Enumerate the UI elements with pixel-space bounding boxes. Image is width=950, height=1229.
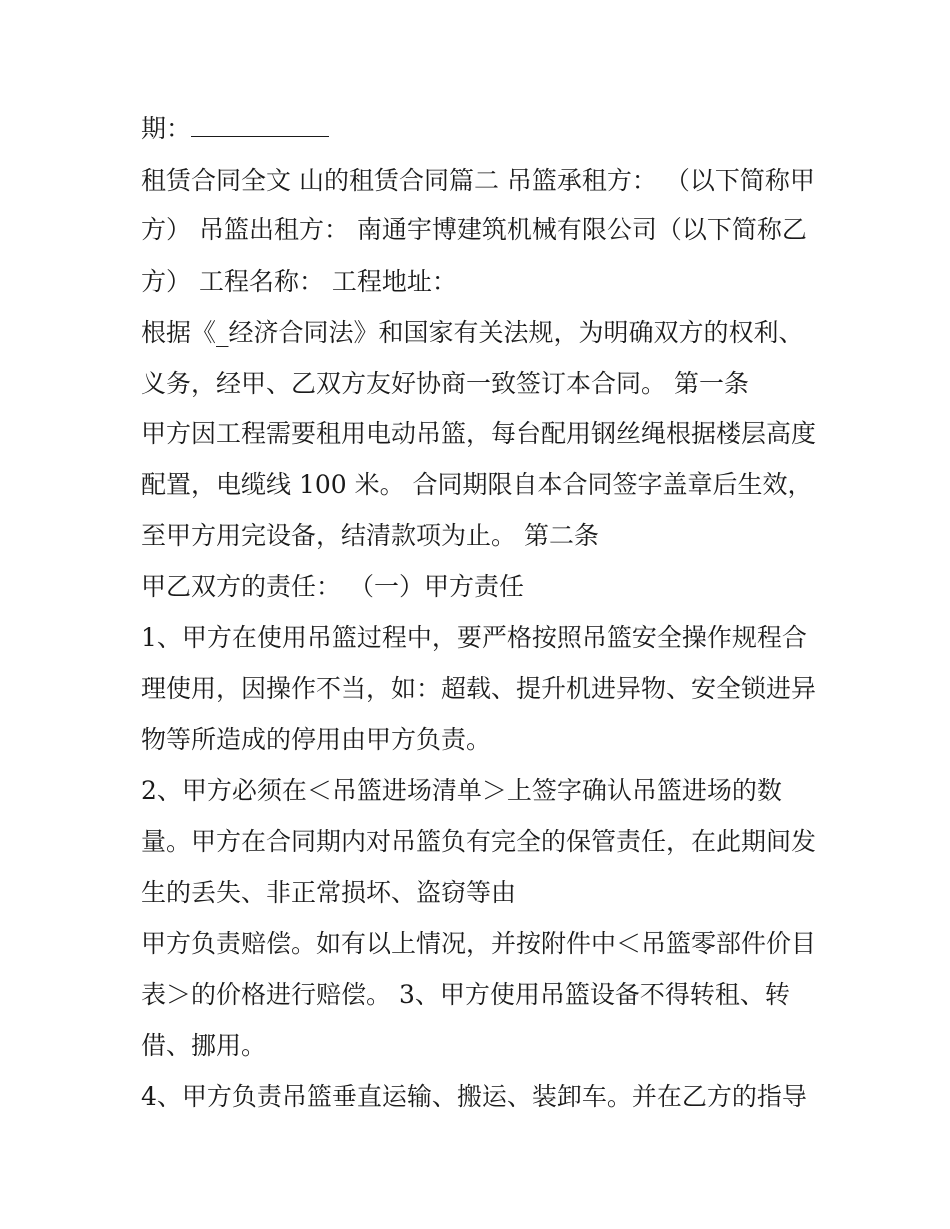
text-line-3: 方） 工程名称： 工程地址： xyxy=(141,267,457,296)
date-line xyxy=(141,114,329,144)
text-line-8: 至甲方用完设备，结清款项为止。 第二条 xyxy=(141,521,599,550)
text-line-6: 甲方因工程需要租用电动吊篮，每台配用钢丝绳根据楼层高度 xyxy=(141,419,817,448)
date-label: 期： xyxy=(141,114,192,143)
text-line-1: 租赁合同全文 山的租赁合同篇二 吊篮承租方： （以下简称甲 xyxy=(141,166,815,195)
text-line-10: 1、甲方在使用吊篮过程中，要严格按照吊篮安全操作规程合 xyxy=(141,623,807,652)
text-line-4: 根据《_经济合同法》和国家有关法规，为明确双方的权利、 xyxy=(141,318,804,347)
text-line-5: 义务，经甲、乙双方友好协商一致签订本合同。 第一条 xyxy=(141,369,749,398)
text-line-2: 方） 吊篮出租方： 南通宇博建筑机械有限公司（以下简称乙 xyxy=(141,215,807,244)
text-line-11: 理使用，因操作不当，如：超载、提升机进异物、安全锁进异 xyxy=(141,674,817,703)
text-line-9: 甲乙双方的责任： （一）甲方责任 xyxy=(141,572,524,601)
text-line-14: 量。甲方在合同期内对吊篮负有完全的保管责任，在此期间发 xyxy=(141,827,817,856)
text-line-7: 配置，电缆线 100 米。 合同期限自本合同签字盖章后生效， xyxy=(141,470,813,499)
text-line-12: 物等所造成的停用由甲方负责。 xyxy=(141,725,492,754)
text-line-18: 借、挪用。 xyxy=(141,1031,267,1060)
text-line-16: 甲方负责赔偿。如有以上情况，并按附件中＜吊篮零部件价目 xyxy=(141,929,817,958)
text-line-19: 4、甲方负责吊篮垂直运输、搬运、装卸车。并在乙方的指导 xyxy=(141,1082,807,1111)
date-blank-field xyxy=(191,114,329,137)
text-line-13: 2、甲方必须在＜吊篮进场清单＞上签字确认吊篮进场的数 xyxy=(141,776,782,805)
text-line-15: 生的丢失、非正常损坏、盗窃等由 xyxy=(141,878,517,907)
text-line-17: 表＞的价格进行赔偿。 3、甲方使用吊篮设备不得转租、转 xyxy=(141,980,790,1009)
